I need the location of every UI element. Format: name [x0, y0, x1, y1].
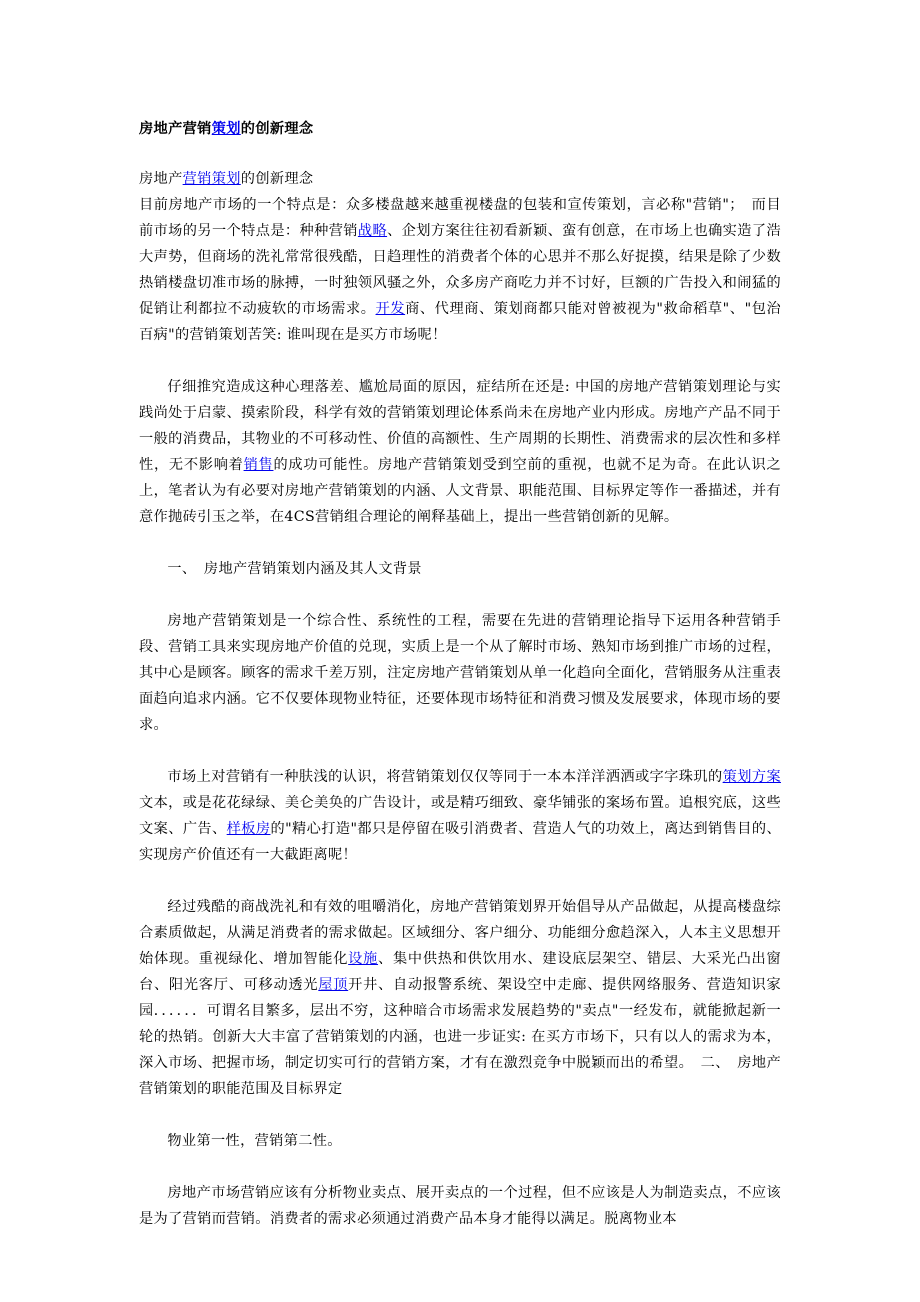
- section-heading-1: 一、 房地产营销策划内涵及其人文背景: [167, 561, 422, 577]
- link-yangbanfang[interactable]: 样板房: [226, 821, 271, 837]
- link-kaifa[interactable]: 开发: [375, 301, 406, 317]
- link-cehua-fangan[interactable]: 策划方案: [722, 769, 781, 785]
- link-yingxiao-cehua[interactable]: 营销策划: [182, 171, 241, 187]
- link-cehua[interactable]: 策划: [211, 121, 241, 137]
- paragraph-2: 仔细推究造成这种心理落差、尴尬局面的原因，症结所在还是: 中国的房地产营销策划理论与实践尚处于启蒙、摸索阶段，科学有效的营销策划理论体系尚未在房地产业内形成。房地产产品不同于一般的消费品，其物业的不可移动性、价值的高额性、生产周期的长期性、消费需求的层次性和多样性，无不影响着销售的成功可能性。房地产营销策划受到空前的重视，也就不足为奇。在此认识之上，笔者认为有必要对房地产营销策划的内涵、人文背景、职能范围、目标界定等作一番描述，并有意作抛砖引玉之举，在4CS营销组合理论的阐释基础上，提出一些营销创新的见解。: [139, 379, 782, 525]
- paragraph-4: 市场上对营销有一种肤浅的认识，将营销策划仅仅等同于一本本洋洋洒洒或字字珠玑的策划方案文本，或是花花绿绿、美仑美奂的广告设计，或是精巧细致、豪华铺张的案场布置。追根究底，这些文案、广告、样板房的"精心打造"都只是停留在吸引消费者、营造人气的功效上，离达到销售目的、实现房产价值还有一大截距离呢！: [139, 769, 781, 863]
- paragraph-7: 房地产市场营销应该有分析物业卖点、展开卖点的一个过程，但不应该是人为制造卖点，不应该是为了营销而营销。消费者的需求必须通过消费产品本身才能得以满足。脱离物业本: [139, 1185, 781, 1227]
- document-body: [139, 116, 781, 1258]
- document-title: 房地产营销策划的创新理念: [139, 121, 314, 137]
- paragraph-3: 房地产营销策划是一个综合性、系统性的工程，需要在先进的营销理论指导下运用各种营销手段、营销工具来实现房地产价值的兑现，实质上是一个从了解时市场、熟知市场到推广市场的过程，其中心是顾客。顾客的需求千差万别，注定房地产营销策划从单一化趋向全面化，营销服务从注重表面趋向追求内涵。它不仅要体现物业特征，还要体现市场特征和消费习惯及发展要求，体现市场的要求。: [139, 613, 781, 733]
- link-xiaoshou[interactable]: 销售: [243, 457, 274, 473]
- paragraph-6: 物业第一性，营销第二性。: [167, 1133, 342, 1149]
- link-sheshi[interactable]: 设施: [348, 951, 379, 967]
- paragraph-1: 目前房地产市场的一个特点是：众多楼盘越来越重视楼盘的包装和宣传策划，言必称"营销"； 而目前市场的另一个特点是：种种营销战略、企划方案往往初看新颖、蛮有创意，在市场上也确实造了浩大声势，但商场的洗礼常常很残酷，日趋理性的消费者个体的心思并不那么好捉摸，结果是除了少数热销楼盘切准市场的脉搏，一时独领风骚之外，众多房产商吃力并不讨好，巨额的广告投入和闹猛的促销让利都拉不动疲软的市场需求。开发商、代理商、策划商都只能对曾被视为"救命稻草"、"包治百病"的营销策划苦笑: 谁叫现在是买方市场呢！: [139, 197, 782, 343]
- paragraph-5: 经过残酷的商战洗礼和有效的咀嚼消化，房地产营销策划界开始倡导从产品做起，从提高楼盘综合素质做起，从满足消费者的需求做起。区域细分、客户细分、功能细分愈趋深入，人本主义思想开始体现。重视绿化、增加智能化设施、集中供热和供饮用水、建设底层架空、错层、大采光凸出窗台、阳光客厅、可移动透光屋顶开井、自动报警系统、架设空中走廊、提供网络服务、营造知识家园．．．．．．可谓名目繁多，层出不穷，这种暗合市场需求发展趋势的"卖点"一经发布，就能掀起新一轮的热销。创新大大丰富了营销策划的内涵，也进一步证实: 在买方市场下，只有以人的需求为本，深入市场、把握市场，制定切实可行的营销方案，才有在激烈竞争中脱颖而出的希望。 二、 房地产营销策划的职能范围及目标界定: [139, 899, 782, 1097]
- link-zhanlue[interactable]: 战略: [357, 223, 388, 239]
- document-subtitle: 房地产营销策划的创新理念: [139, 171, 314, 187]
- link-wuding[interactable]: 屋顶: [318, 977, 349, 993]
